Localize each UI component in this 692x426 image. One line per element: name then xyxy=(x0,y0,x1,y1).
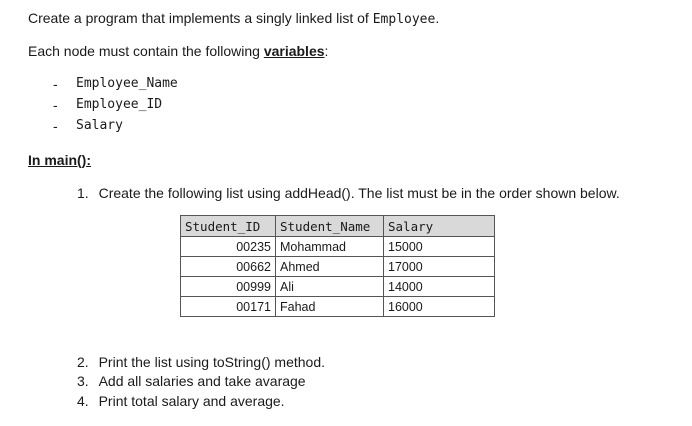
table-header-row xyxy=(181,216,495,237)
step-1 xyxy=(77,184,620,202)
node-line-pre: Each node must contain the following xyxy=(28,43,264,59)
step-text: Add all salaries and take avarage xyxy=(98,373,306,389)
cell-salary: 17000 xyxy=(384,257,495,277)
step-text: Create the following list using addHead(). The list must be in the order shown below. xyxy=(98,185,620,201)
variables-keyword: variables xyxy=(263,43,325,59)
variable-employee-name: Employee_Name xyxy=(76,76,178,91)
cell-name: Ahmed xyxy=(276,257,384,277)
step-number: 4. xyxy=(77,393,89,409)
step-number: 1. xyxy=(77,185,89,201)
table-row xyxy=(181,237,495,257)
cell-name: Mohammad xyxy=(276,237,384,257)
variable-employee-id: Employee_ID xyxy=(76,97,163,112)
table-row xyxy=(181,297,495,317)
intro-class-name: Employee xyxy=(372,12,436,27)
intro-text: Create a program that implements a singly linked list of xyxy=(28,10,373,26)
cell-salary: 15000 xyxy=(384,237,495,257)
cell-id: 00171 xyxy=(181,297,276,317)
table-row xyxy=(181,277,495,297)
step-text: Print the list using toString() method. xyxy=(98,354,326,370)
step-3 xyxy=(77,372,306,390)
cell-name: Ali xyxy=(276,277,384,297)
table-row xyxy=(181,257,495,277)
step-2 xyxy=(77,353,325,371)
node-variables-line xyxy=(28,42,328,60)
cell-name: Fahad xyxy=(276,297,384,317)
cell-id: 00662 xyxy=(181,257,276,277)
header-student-id: Student_ID xyxy=(181,216,276,237)
cell-id: 00999 xyxy=(181,277,276,297)
step-number: 2. xyxy=(77,354,89,370)
step-number: 3. xyxy=(77,373,89,389)
step-text: Print total salary and average. xyxy=(98,393,285,409)
cell-salary: 16000 xyxy=(384,297,495,317)
header-student-name: Student_Name xyxy=(276,216,384,237)
step-4 xyxy=(77,392,285,410)
bullet-dash: - xyxy=(53,76,58,92)
main-heading: In main(): xyxy=(28,152,91,168)
cell-id: 00235 xyxy=(181,237,276,257)
intro-line xyxy=(28,9,439,29)
cell-salary: 14000 xyxy=(384,277,495,297)
employee-table xyxy=(180,215,495,317)
variable-salary: Salary xyxy=(76,118,123,133)
bullet-dash: - xyxy=(53,118,58,134)
intro-period: . xyxy=(435,10,440,26)
header-salary: Salary xyxy=(384,216,495,237)
bullet-dash: - xyxy=(53,97,58,113)
node-line-post: : xyxy=(324,43,329,59)
